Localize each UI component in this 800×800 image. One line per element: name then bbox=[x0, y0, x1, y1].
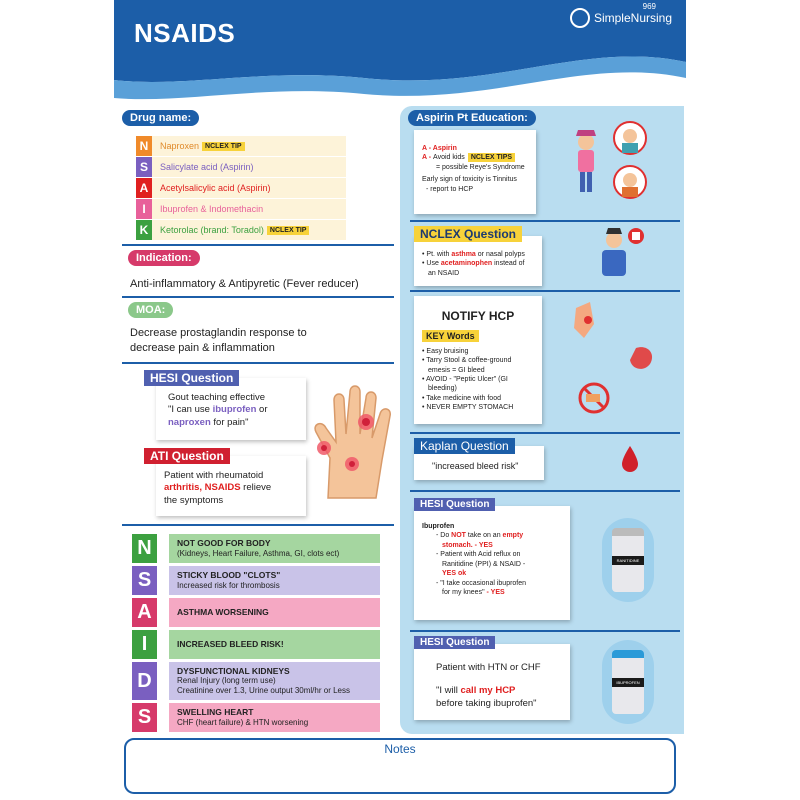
mnemonic-row bbox=[132, 630, 380, 659]
mnemonic-text: DYSFUNCTIONAL KIDNEYS Renal Injury (long term use) Creatinine over 1.3, Urine output 30ml/hr or Less bbox=[169, 662, 380, 700]
bottle-label: IBUPROFEN bbox=[612, 678, 644, 687]
drug-text: Acetylsalicylic acid (Aspirin) bbox=[152, 178, 346, 198]
mnemonic-row bbox=[132, 566, 380, 595]
nclex-tips-badge: NCLEX TIPS bbox=[468, 153, 515, 162]
nsaids-sheet bbox=[114, 0, 686, 800]
drug-row-i bbox=[136, 199, 346, 219]
drug-name-label: Drug name: bbox=[122, 110, 199, 126]
mnemonic-text: SWELLING HEART CHF (heart failure) & HTN worsening bbox=[169, 703, 380, 732]
mnemonic-letter: I bbox=[132, 630, 157, 659]
person-with-pill-icon bbox=[592, 222, 648, 282]
arthritic-hand-icon bbox=[310, 380, 396, 500]
divider bbox=[410, 290, 680, 292]
kaplan-question-label: Kaplan Question bbox=[414, 438, 515, 454]
simplenursing-logo-icon bbox=[570, 8, 590, 28]
gi-warning-icons bbox=[566, 298, 666, 422]
page-title: NSAIDS bbox=[134, 18, 236, 48]
drug-text: Naproxen NCLEX TIP bbox=[152, 136, 346, 156]
hesi-question-label: HESI Question bbox=[414, 498, 495, 511]
key-words-label: KEY Words bbox=[422, 330, 479, 342]
mnemonic-row bbox=[132, 703, 380, 732]
ranitidine-bottle-icon bbox=[612, 528, 644, 592]
divider bbox=[122, 362, 394, 364]
mnemonic-letter: N bbox=[132, 534, 157, 563]
aspirin-education-box: A - Aspirin A - Avoid kids NCLEX TIPS = possible Reye's Syndrome Early sign of toxicity is Tinnitus - report to HCP bbox=[414, 130, 536, 214]
ibuprofen-bottle-icon bbox=[612, 650, 644, 714]
mnemonic-text: INCREASED BLEED RISK! bbox=[169, 630, 380, 659]
nclex-question-label: NCLEX Question bbox=[414, 226, 522, 242]
indication-label: Indication: bbox=[128, 250, 200, 266]
ati-question-box: Patient with rheumatoid arthritis, NSAIDS relieve the symptoms bbox=[156, 456, 306, 516]
mnemonic-letter: D bbox=[132, 662, 157, 700]
divider bbox=[122, 244, 394, 246]
nsaids-mnemonic bbox=[132, 534, 380, 735]
divider bbox=[122, 524, 394, 526]
notify-list: • Easy bruising • Tarry Stool & coffee-ground emesis = GI bleed • AVOID - "Peptic Ulcer" (GI bleeding) • Take medicine with food • NEVER EMPTY STOMACH bbox=[422, 347, 514, 412]
indication-text: Anti-inflammatory & Antipyretic (Fever reducer) bbox=[130, 278, 359, 290]
kaplan-question-box: "increased bleed risk" bbox=[414, 446, 544, 480]
divider bbox=[410, 490, 680, 492]
moa-label: MOA: bbox=[128, 302, 173, 318]
hesi-htn-box: Patient with HTN or CHF "I will call my HCP before taking ibuprofen" bbox=[414, 644, 570, 720]
drug-text: Ketorolac (brand: Toradol) NCLEX TIP bbox=[152, 220, 346, 240]
hesi-question-box: Gout teaching effective "I can use ibuprofen or naproxen for pain" bbox=[156, 378, 306, 440]
mnemonic-letter: S bbox=[132, 566, 157, 595]
drug-text: Ibuprofen & Indomethacin bbox=[152, 199, 346, 219]
notify-hcp-box bbox=[414, 296, 542, 424]
child-icon bbox=[568, 120, 678, 212]
header-banner bbox=[114, 0, 686, 110]
blood-drop-icon bbox=[620, 444, 640, 474]
aspirin-education-label: Aspirin Pt Education: bbox=[408, 110, 536, 126]
divider bbox=[410, 432, 680, 434]
notes-label: Notes bbox=[384, 742, 416, 756]
drug-letter: I bbox=[136, 199, 152, 219]
drug-row-s bbox=[136, 157, 346, 177]
brand-name: SimpleNursing bbox=[593, 11, 672, 25]
ati-question-label: ATI Question bbox=[144, 448, 230, 464]
nclex-tip-badge: NCLEX TIP bbox=[202, 142, 245, 151]
hesi-question-label: HESI Question bbox=[144, 370, 239, 386]
mnemonic-row bbox=[132, 598, 380, 627]
divider bbox=[122, 296, 394, 298]
hesi-question-label: HESI Question bbox=[414, 636, 495, 649]
mnemonic-row bbox=[132, 534, 380, 563]
moa-text: Decrease prostaglandin response to decrease pain & inflammation bbox=[130, 327, 307, 354]
notes-box[interactable] bbox=[124, 738, 676, 794]
drug-letter: N bbox=[136, 136, 152, 156]
mnemonic-letter: A bbox=[132, 598, 157, 627]
drug-row-a bbox=[136, 178, 346, 198]
drug-row-n bbox=[136, 136, 346, 156]
drug-row-k bbox=[136, 220, 346, 240]
notify-hcp-title: NOTIFY HCP bbox=[441, 309, 515, 323]
mnemonic-text: NOT GOOD FOR BODY (Kidneys, Heart Failure, Asthma, GI, clots ect) bbox=[169, 534, 380, 563]
brand-number: 969 bbox=[642, 2, 656, 11]
mnemonic-letter: S bbox=[132, 703, 157, 732]
divider bbox=[410, 630, 680, 632]
drug-letter: A bbox=[136, 178, 152, 198]
nclex-question-box: • Pt. with asthma or nasal polyps • Use acetaminophen instead of an NSAID bbox=[414, 236, 542, 286]
drug-text: Salicylate acid (Aspirin) bbox=[152, 157, 346, 177]
drug-letter: K bbox=[136, 220, 152, 240]
drug-letter: S bbox=[136, 157, 152, 177]
bottle-label: RANITIDINE bbox=[612, 556, 644, 565]
mnemonic-row bbox=[132, 662, 380, 700]
hesi-ibuprofen-box: Ibuprofen - Do NOT take on an empty stomach. - YES - Patient with Acid reflux on Ranitidine (PPI) & NSAID - YES ok - "I take occasional ibuprofen for my knees" - YES bbox=[414, 506, 570, 620]
nclex-tip-badge: NCLEX TIP bbox=[267, 226, 310, 235]
mnemonic-text: STICKY BLOOD "CLOTS" Increased risk for thrombosis bbox=[169, 566, 380, 595]
mnemonic-text: ASTHMA WORSENING bbox=[169, 598, 380, 627]
brand bbox=[570, 2, 672, 28]
drug-name-list bbox=[136, 136, 346, 241]
